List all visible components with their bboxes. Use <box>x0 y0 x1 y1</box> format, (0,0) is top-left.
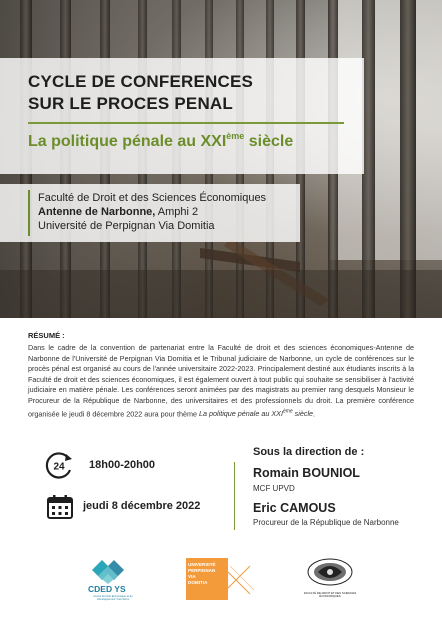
upvd-line-4: DOMITIA <box>188 580 208 585</box>
director-role-2: Procureur de la République de Narbonne <box>253 518 399 527</box>
event-time: 18h00-20h00 <box>89 459 156 471</box>
director-role-1: MCF UPVD <box>253 484 295 493</box>
director-name-2: Eric CAMOUS <box>253 501 336 515</box>
direction-heading: Sous la direction de : <box>253 446 365 458</box>
resume-heading: RÉSUMÉ : <box>28 331 65 340</box>
faculty-logo <box>300 557 360 603</box>
cdedys-logo <box>88 558 138 602</box>
resume-text: Dans le cadre de la convention de partenariat entre la Faculté de droit et des sciences économiques-Antenne de Narbonne de l'Université de Perpignan Via Domitia et le Tribunal judiciaire de Narbonne, un cycle de conférences sur le procès pénal est organisé au cours de l'année universitaire 2022-2023. Principalement destiné aux étudiants inscrits à la Faculté de droit et des sciences économiques, il est également ouvert à tout public qui souhaite se sensibiliser à l'activité judiciaire en matière pénale. Les conférences seront animées par des magistrats au premier rang desquels Monsieur le Procureur de la République de Narbonne, des universitaires et des professionnels du droit. La première conférence organisée le jeudi 8 décembre 2022 aura pour thème La politique pénale au XXIème siècle. <box>28 343 414 418</box>
upvd-line-3: VIA <box>188 574 196 579</box>
title-line-2: SUR LE PROCES PENAL <box>28 94 233 113</box>
director-name-1: Romain BOUNIOL <box>253 466 360 480</box>
title-line-1: CYCLE DE CONFERENCES <box>28 72 254 91</box>
faculty-seal-icon <box>300 557 360 591</box>
cdedys-name: CDED YS <box>88 584 126 594</box>
venue-antenne: Antenne de Narbonne, Amphi 2 <box>38 206 199 218</box>
venue-faculty: Faculté de Droit et des Sciences Économiques <box>38 192 267 204</box>
upvd-cross-icon <box>220 564 256 596</box>
title-divider <box>28 122 344 124</box>
upvd-logo <box>186 558 258 600</box>
upvd-line-1: UNIVERSITÉ <box>188 562 216 567</box>
conference-subtitle: La politique pénale au XXIème siècle <box>28 131 294 150</box>
calendar-icon <box>46 494 74 520</box>
venue-university: Université de Perpignan Via Domitia <box>38 220 215 232</box>
upvd-line-2: PERPIGNAN <box>188 568 216 573</box>
clock-badge-text: 24 <box>53 461 65 473</box>
clock-24-icon <box>44 450 74 480</box>
cdedys-caption: Centre du Droit Economique et du Développement Yves Serra <box>93 595 133 601</box>
venue-divider <box>28 190 30 236</box>
event-date: jeudi 8 décembre 2022 <box>83 500 201 512</box>
direction-divider <box>234 462 235 530</box>
cdedys-mark-icon <box>88 558 138 584</box>
faculty-caption: FACULTÉ DE DROIT ET DES SCIENCES ÉCONOMIQUES <box>303 591 357 599</box>
